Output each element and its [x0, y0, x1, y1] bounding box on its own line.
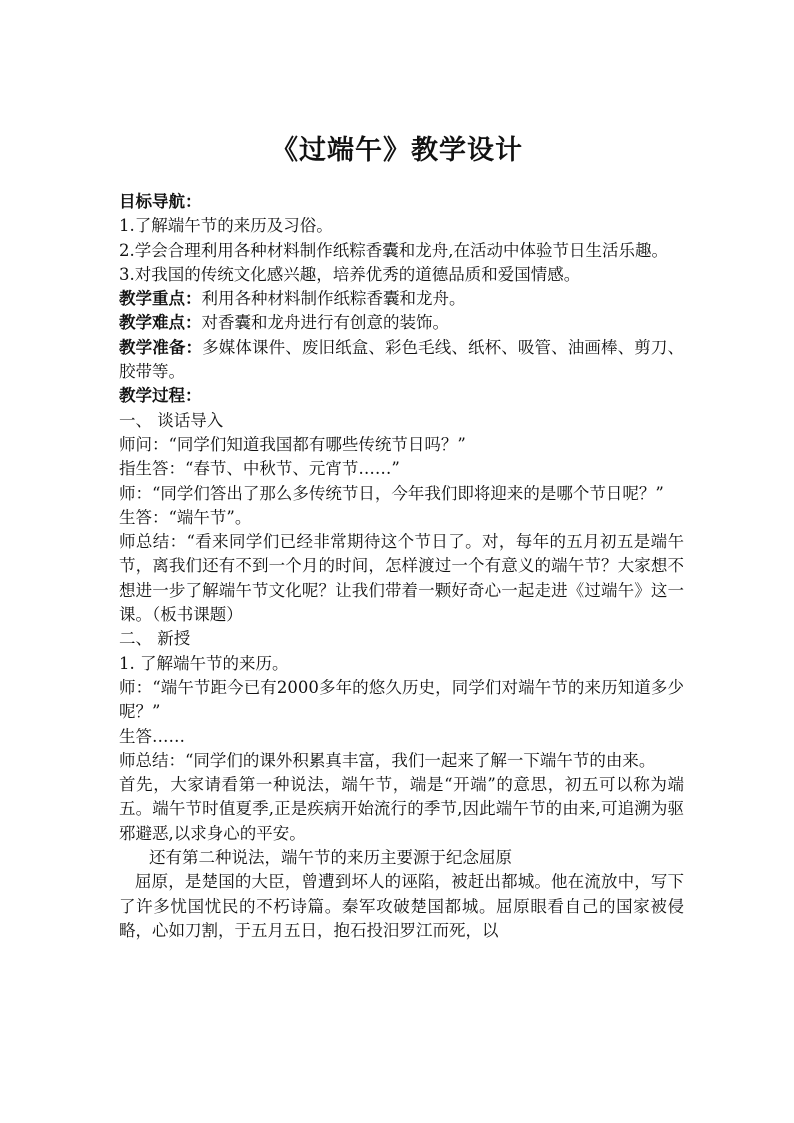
dialogue-line: 师：“端午节距今已有2000多年的悠久历史，同学们对端午节的来历知道多少呢？”: [119, 677, 684, 722]
second-theory-line: 还有第二种说法，端午节的来历主要源于纪念屈原: [149, 848, 512, 868]
quyuan-paragraph: 屈原，是楚国的大臣，曾遭到坏人的诬陷，被赶出都城。他在流放中，写下了许多忧国忧民的不朽诗篇。秦军攻破楚国都城。屈原眼看自己的国家被侵略，心如刀割，于五月五日，抱石投汨罗江而死，以: [119, 872, 684, 940]
document-body: [119, 190, 684, 943]
dialogue-line: 生答……: [119, 726, 185, 746]
difficulty-text: 对香囊和龙舟进行有创意的装饰。: [201, 313, 449, 333]
dialogue-line: 首先，大家请看第一种说法，端午节，端是“开端”的意思，初五可以称为端五。端午节时值夏季,正是疾病开始流行的季节,因此端午节的由来,可追溯为驱邪避恶,以求身心的平安。: [119, 775, 684, 843]
prep-text: 多媒体课件、废旧纸盒、彩色毛线、纸杯、吸管、油画棒、剪刀、胶带等。: [119, 337, 685, 382]
page-title: 《过端午》教学设计: [271, 135, 523, 166]
dialogue-line: 1. 了解端午节的来历。: [119, 653, 289, 673]
goal-item: 2.学会合理利用各种材料制作纸粽香囊和龙舟,在活动中体验节日生活乐趣。: [119, 240, 668, 260]
prep-label: 教学准备：: [119, 337, 203, 357]
difficulty-line: [119, 311, 684, 335]
dialogue-line: 师：“同学们答出了那么多传统节日，今年我们即将迎来的是哪个节日呢？”: [119, 483, 664, 503]
dialogue-line: 师总结：“看来同学们已经非常期待这个节日了。对，每年的五月初五是端午节，离我们还有不到一个月的时间，怎样渡过一个有意义的端午节？大家想不想进一步了解端午节文化呢？让我们带着一颗好奇心一起走进《过端午》这一课。（板书课题）: [119, 532, 684, 625]
dialogue-line: 生答：“端午节”。: [119, 507, 252, 527]
key-point-label: 教学重点：: [119, 289, 202, 309]
section1-heading: 一、 谈话导入: [119, 410, 224, 430]
difficulty-label: 教学难点：: [119, 313, 202, 333]
prep-line: [119, 336, 684, 385]
goal-item: 3.对我国的传统文化感兴趣，培养优秀的道德品质和爱国情感。: [119, 264, 581, 284]
dialogue-line: 师问：“同学们知道我国都有哪些传统节日吗？”: [119, 434, 466, 454]
goal-item: 1.了解端午节的来历及习俗。: [119, 216, 333, 236]
key-point-text: 利用各种材料制作纸粽香囊和龙舟。: [201, 289, 466, 309]
dialogue-line: 指生答：“春节、中秋节、元宵节……”: [119, 459, 400, 479]
key-point-line: [119, 287, 684, 311]
goals-heading: 目标导航：: [119, 192, 202, 211]
process-heading: 教学过程：: [119, 386, 202, 406]
dialogue-line: 师总结：“同学们的课外积累真丰富，我们一起来了解一下端午节的由来。: [119, 750, 656, 770]
section2-heading: 二、 新授: [119, 629, 191, 649]
